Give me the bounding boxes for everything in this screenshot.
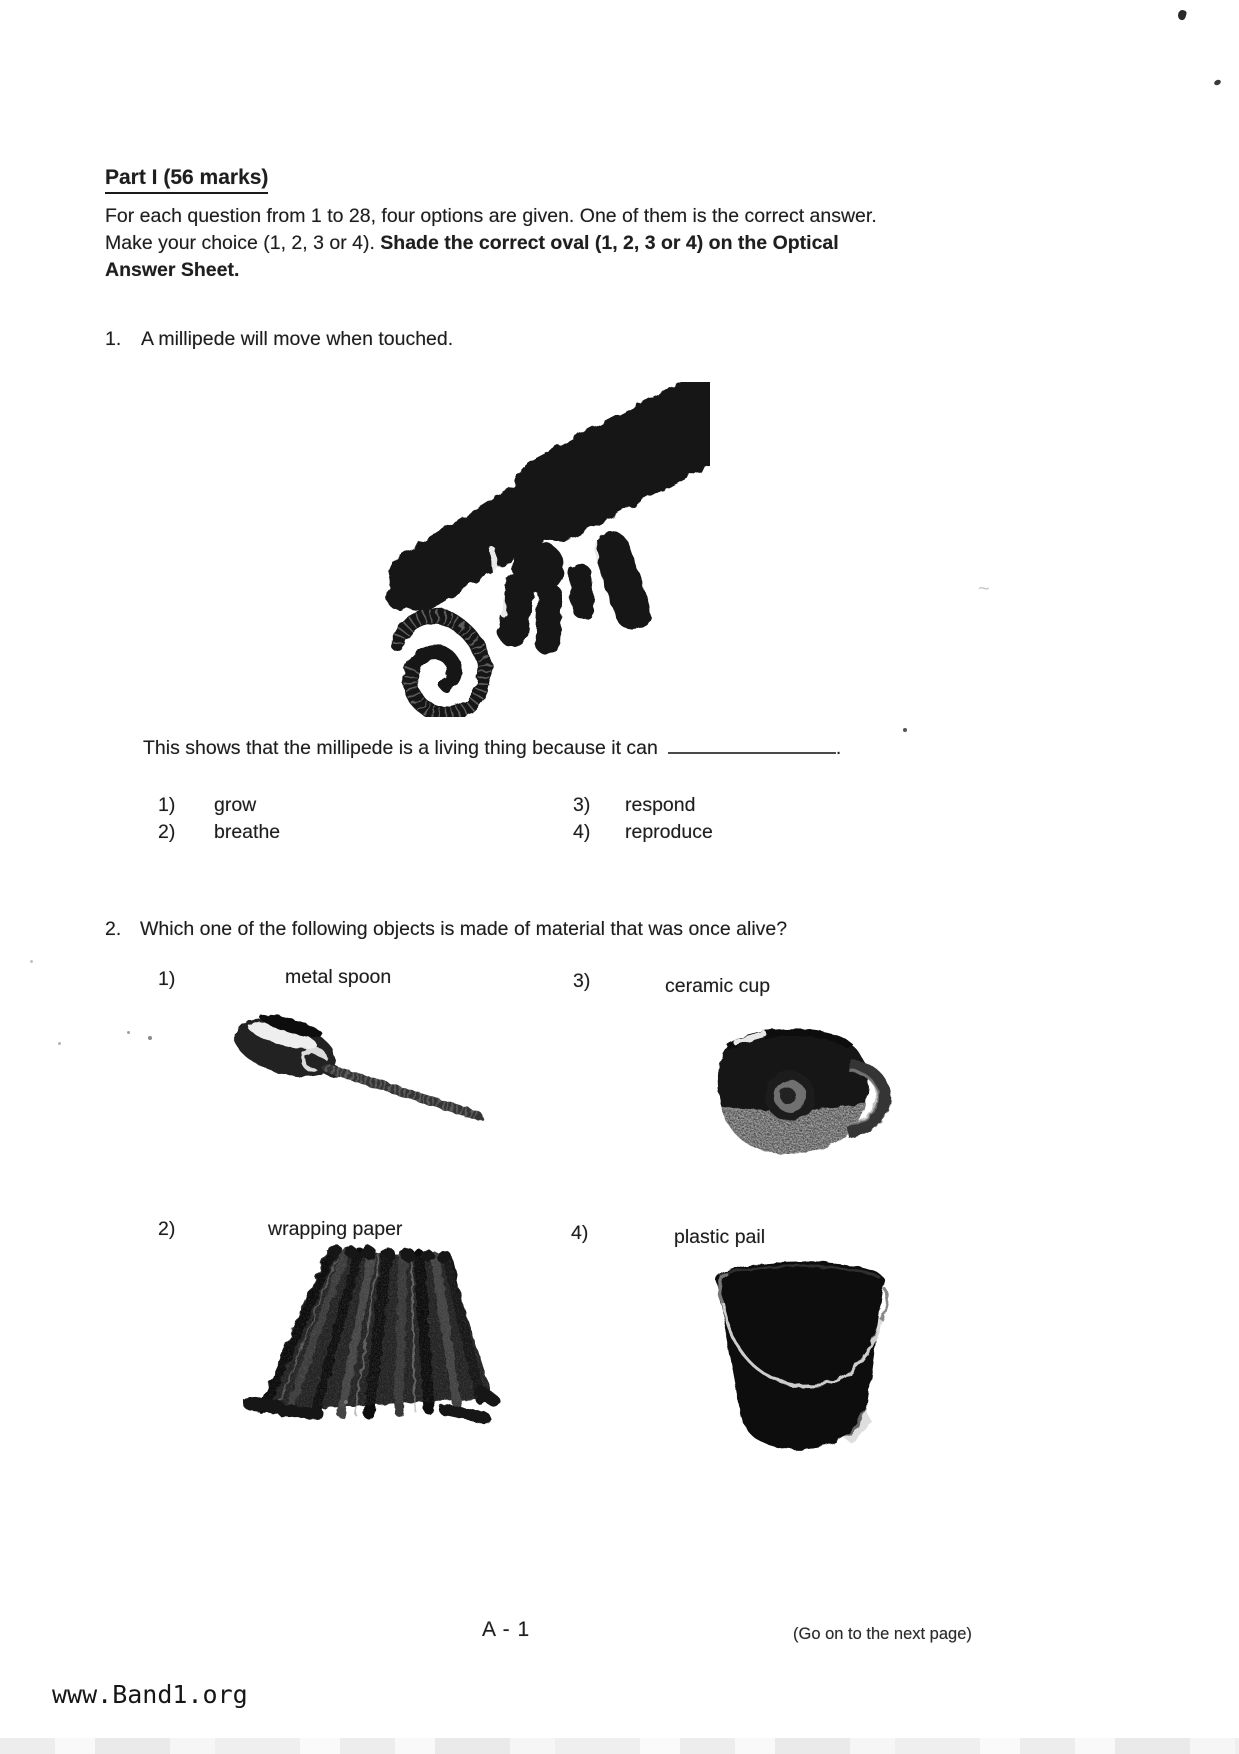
q1-option-2-num: 2) xyxy=(158,821,176,843)
ink-speck xyxy=(30,960,33,963)
q1-option-3-num: 3) xyxy=(573,794,591,816)
q2-option-3-num: 3) xyxy=(573,970,591,992)
wrapping-paper-image xyxy=(243,1242,505,1440)
ceramic-cup-image xyxy=(698,1016,898,1161)
q1-followup-period: . xyxy=(835,737,842,759)
ink-speck xyxy=(344,1400,348,1404)
q1-option-4-label: reproduce xyxy=(625,821,713,843)
metal-spoon-image xyxy=(215,1008,495,1123)
scan-smudge: ~ xyxy=(978,578,990,600)
q1-option-1-num: 1) xyxy=(158,794,176,816)
q1-option-4-num: 4) xyxy=(573,821,591,843)
watermark-url: www.Band1.org xyxy=(52,1680,248,1709)
ink-speck xyxy=(127,1031,130,1034)
ink-speck xyxy=(1213,79,1221,86)
ink-speck xyxy=(58,1042,61,1045)
q2-option-4-label: plastic pail xyxy=(674,1226,766,1248)
q1-option-2-label: breathe xyxy=(214,821,281,843)
answer-blank xyxy=(668,737,836,754)
section-title: Part I (56 marks) xyxy=(105,166,268,194)
q2-option-3-label: ceramic cup xyxy=(665,975,771,997)
instructions-bold: Shade the correct oval (1, 2, 3 or 4) on the Optical Answer Sheet. xyxy=(105,231,839,281)
plastic-pail-image xyxy=(694,1246,906,1458)
q1-followup-text: This shows that the millipede is a living thing because it can xyxy=(143,737,658,759)
q2-option-2-num: 2) xyxy=(158,1218,176,1240)
hand-millipede-illustration xyxy=(340,382,710,717)
q2-option-1-num: 1) xyxy=(158,968,176,990)
q1-followup xyxy=(143,737,841,760)
instructions-normal: For each question from 1 to 28, four options are given. One of them is the correct answer. Make your choice (1, 2, 3 or 4). xyxy=(105,205,877,254)
q1-text: A millipede will move when touched. xyxy=(141,328,454,350)
footer-page-label: A - 1 xyxy=(482,1618,531,1641)
q2-option-1-label: metal spoon xyxy=(285,966,392,988)
q2-number: 2. xyxy=(105,918,122,940)
q1-number: 1. xyxy=(105,328,122,350)
instructions xyxy=(105,203,910,284)
ink-speck xyxy=(148,1036,152,1040)
q1-option-1-label: grow xyxy=(214,794,257,816)
q2-option-4-num: 4) xyxy=(571,1222,589,1244)
ink-speck xyxy=(903,728,907,732)
scan-edge-band xyxy=(0,1738,1239,1754)
footer-next-page-note: (Go on to the next page) xyxy=(793,1625,972,1643)
q2-option-2-label: wrapping paper xyxy=(268,1218,403,1240)
ink-speck xyxy=(1177,9,1188,21)
q2-text: Which one of the following objects is made of material that was once alive? xyxy=(140,918,788,940)
q1-option-3-label: respond xyxy=(625,794,696,816)
